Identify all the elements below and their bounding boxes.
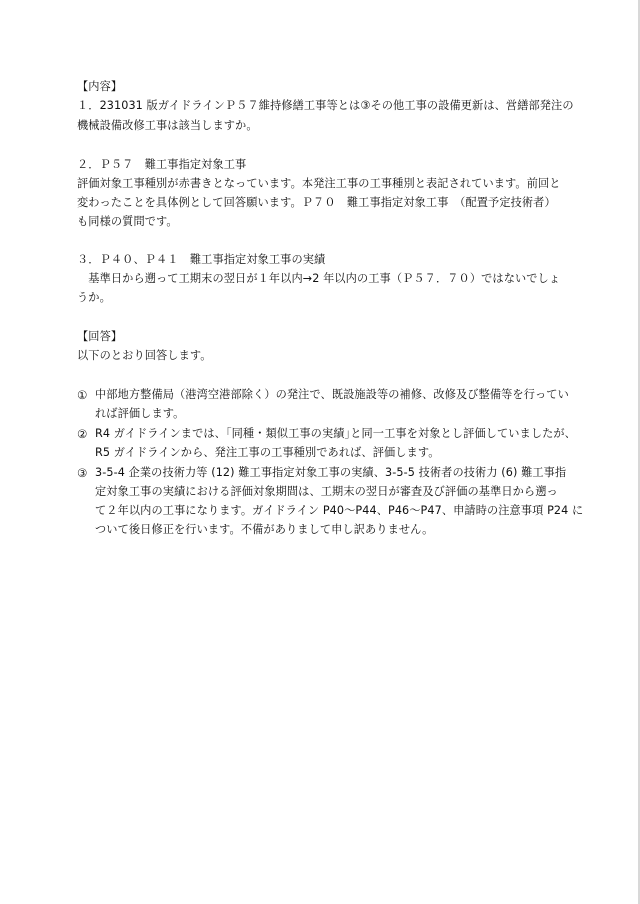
answer-1-line-1: 中部地方整備局（港湾空港部除く）の発注で、既設施設等の補修、改修及び整備等を行ってい	[95, 388, 569, 401]
answer-heading: 【回答】	[77, 330, 123, 343]
question-3-line-3: うか。	[77, 291, 111, 304]
answer-1-number: ①	[77, 388, 88, 402]
question-1-line-2: 機械設備改修工事は該当しますか。	[77, 119, 258, 132]
answer-3-line-4: ついて後日修正を行います。不備がありまして申し訳ありません。	[95, 523, 434, 536]
question-2-line-2: 評価対象工事種別が赤書きとなっています。本発注工事の工事種別と表記されています。前回と	[77, 177, 561, 190]
answer-1-line-2: れば評価します。	[95, 407, 185, 420]
answer-3-line-1: 3-5-4 企業の技術力等 (12) 難工事指定対象工事の実績、3-5-5 技術者の技術力 (6) 難工事指	[95, 466, 567, 479]
question-3-line-2: 基準日から遡って工期末の翌日が１年以内→2 年以内の工事（Ｐ５７．７０）ではないでしょ	[77, 272, 561, 285]
question-1-line-1: １．231031 版ガイドラインＰ５７維持修繕工事等とは③その他工事の設備更新は、営繕部発注の	[77, 99, 574, 112]
question-2-line-4: も同様の質問です。	[77, 215, 178, 228]
question-3-line-1: ３．Ｐ４０、Ｐ４１ 難工事指定対象工事の実績	[77, 253, 326, 266]
answer-3-number: ③	[77, 466, 88, 480]
answer-2-line-2: R5 ガイドラインから、発注工事の工事種別であれば、評価します。	[95, 446, 440, 459]
question-2-line-1: ２．Ｐ５７ 難工事指定対象工事	[77, 158, 247, 171]
answer-intro: 以下のとおり回答します。	[77, 349, 212, 362]
answer-2-number: ②	[77, 427, 88, 441]
answer-3-line-3: て２年以内の工事になります。ガイドライン P40～P44、P46～P47、申請時の注意事項 P24 に	[95, 504, 584, 517]
question-2-line-3: 変わったことを具体例として回答願います。Ｐ７０ 難工事指定対象工事 （配置予定技術者）	[77, 196, 556, 209]
answer-3-line-2: 定対象工事の実績における評価対象期間は、工期末の翌日が審査及び評価の基準日から遡っ	[95, 485, 558, 498]
question-heading: 【内容】	[77, 80, 123, 93]
answer-2-line-1: R4 ガイドラインまでは、｢同種・類似工事の実績｣と同一工事を対象とし評価していましたが、	[95, 427, 576, 440]
